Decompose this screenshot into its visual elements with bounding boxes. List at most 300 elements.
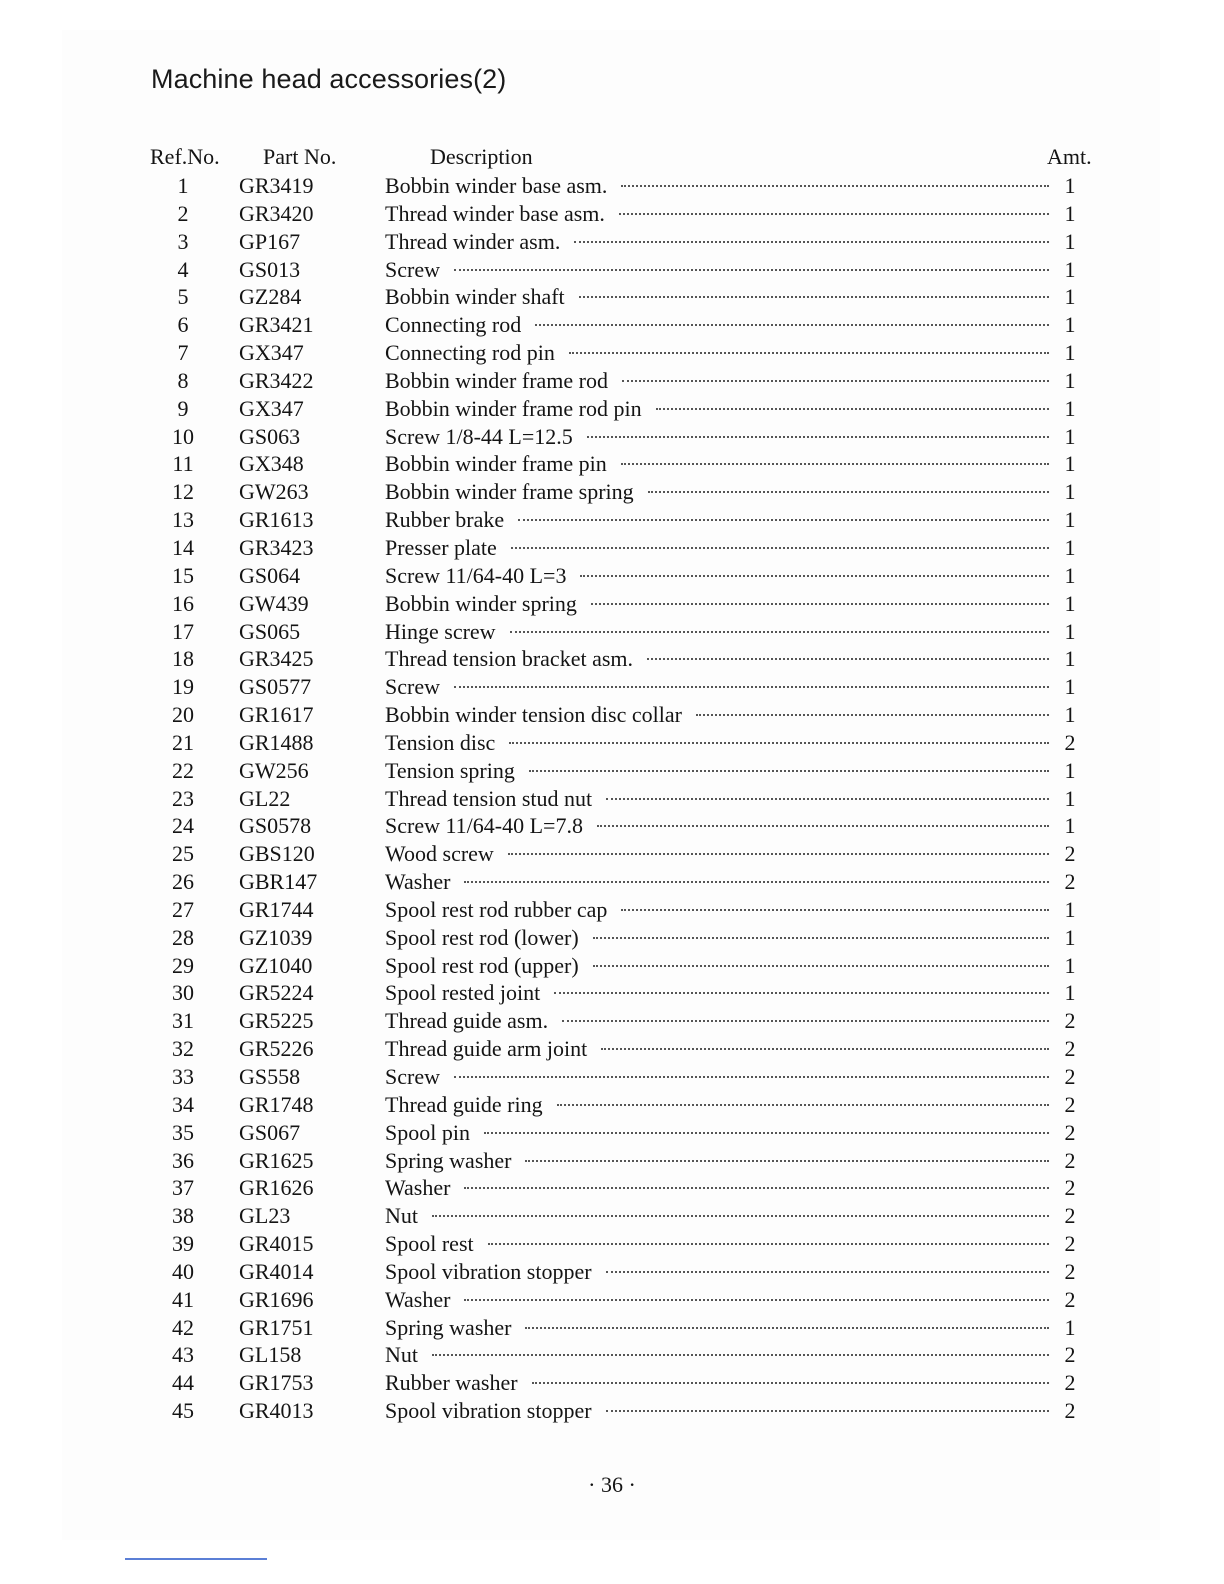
dot-leader bbox=[574, 241, 1049, 243]
amount-cell: 2 bbox=[1064, 1203, 1076, 1229]
description-cell bbox=[385, 757, 1049, 784]
table-row bbox=[0, 562, 1224, 590]
dot-leader bbox=[510, 631, 1049, 633]
dot-leader bbox=[696, 714, 1049, 716]
table-row bbox=[0, 1314, 1224, 1342]
table-body bbox=[0, 172, 1224, 1425]
header-part-no: Part No. bbox=[263, 144, 337, 169]
description-text: Screw bbox=[385, 674, 440, 700]
dot-leader bbox=[591, 603, 1049, 605]
description-text: Bobbin winder frame rod pin bbox=[385, 395, 642, 421]
ref-no-cell: 37 bbox=[172, 1175, 194, 1201]
description-cell bbox=[385, 729, 1049, 756]
description-text: Connecting rod bbox=[385, 312, 522, 338]
description-cell bbox=[385, 590, 1049, 617]
part-no-cell: GX348 bbox=[239, 451, 304, 477]
amount-cell: 1 bbox=[1064, 367, 1076, 393]
description-text: Hinge screw bbox=[385, 618, 496, 644]
dot-leader bbox=[606, 798, 1049, 800]
amount-cell: 2 bbox=[1064, 1091, 1076, 1117]
dot-leader bbox=[593, 965, 1049, 967]
amount-cell: 1 bbox=[1064, 674, 1076, 700]
description-text: Spool rest rod (lower) bbox=[385, 924, 579, 950]
part-no-cell: GL22 bbox=[239, 785, 291, 811]
description-cell bbox=[385, 1397, 1049, 1424]
ref-no-cell: 43 bbox=[172, 1342, 194, 1368]
dot-leader bbox=[621, 185, 1049, 187]
description-cell bbox=[385, 1286, 1049, 1313]
description-cell bbox=[385, 200, 1049, 227]
table-row bbox=[0, 506, 1224, 534]
part-no-cell: GR3425 bbox=[239, 646, 314, 672]
description-text: Nut bbox=[385, 1203, 418, 1229]
dot-leader bbox=[562, 1020, 1049, 1022]
part-no-cell: GS065 bbox=[239, 618, 301, 644]
description-cell bbox=[385, 924, 1049, 951]
description-cell bbox=[385, 673, 1049, 700]
description-cell bbox=[385, 701, 1049, 728]
description-cell bbox=[385, 1230, 1049, 1257]
dot-leader bbox=[606, 1271, 1049, 1273]
ref-no-cell: 10 bbox=[172, 423, 194, 449]
ref-no-cell: 6 bbox=[177, 312, 189, 338]
description-text: Screw 11/64-40 L=3 bbox=[385, 562, 567, 588]
table-row bbox=[0, 367, 1224, 395]
table-row bbox=[0, 1341, 1224, 1369]
amount-cell: 2 bbox=[1064, 729, 1076, 755]
part-no-cell: GS064 bbox=[239, 562, 301, 588]
description-text: Spring washer bbox=[385, 1147, 512, 1173]
description-text: Bobbin winder shaft bbox=[385, 284, 565, 310]
amount-cell: 1 bbox=[1064, 395, 1076, 421]
table-row bbox=[0, 1035, 1224, 1063]
description-text: Bobbin winder base asm. bbox=[385, 173, 608, 198]
table-row bbox=[0, 172, 1224, 200]
dot-leader bbox=[509, 742, 1049, 744]
description-text: Washer bbox=[385, 869, 451, 895]
ref-no-cell: 26 bbox=[172, 869, 194, 895]
dot-leader bbox=[511, 547, 1049, 549]
dot-leader bbox=[587, 436, 1049, 438]
part-no-cell: GR1613 bbox=[239, 507, 314, 533]
description-text: Rubber washer bbox=[385, 1370, 518, 1396]
ref-no-cell: 42 bbox=[172, 1314, 194, 1340]
dot-leader bbox=[529, 770, 1049, 772]
table-row bbox=[0, 1286, 1224, 1314]
part-no-cell: GR5224 bbox=[239, 980, 314, 1006]
ref-no-cell: 17 bbox=[172, 618, 194, 644]
description-cell bbox=[385, 367, 1049, 394]
dot-leader bbox=[579, 296, 1049, 298]
description-cell bbox=[385, 283, 1049, 310]
part-no-cell: GL23 bbox=[239, 1203, 291, 1229]
description-text: Tension disc bbox=[385, 729, 496, 755]
table-row bbox=[0, 924, 1224, 952]
amount-cell: 2 bbox=[1064, 869, 1076, 895]
part-no-cell: GR1696 bbox=[239, 1286, 314, 1312]
table-row bbox=[0, 1147, 1224, 1175]
description-cell bbox=[385, 228, 1049, 255]
amount-cell: 1 bbox=[1064, 507, 1076, 533]
table-row bbox=[0, 618, 1224, 646]
description-text: Wood screw bbox=[385, 841, 494, 867]
ref-no-cell: 8 bbox=[177, 367, 189, 393]
dot-leader bbox=[518, 519, 1049, 521]
description-cell bbox=[385, 506, 1049, 533]
description-text: Connecting rod pin bbox=[385, 340, 555, 366]
ref-no-cell: 18 bbox=[172, 646, 194, 672]
dot-leader bbox=[656, 408, 1049, 410]
description-cell bbox=[385, 1035, 1049, 1062]
description-cell bbox=[385, 1063, 1049, 1090]
part-no-cell: GR3423 bbox=[239, 534, 314, 560]
part-no-cell: GR1617 bbox=[239, 702, 314, 728]
ref-no-cell: 36 bbox=[172, 1147, 194, 1173]
dot-leader bbox=[648, 491, 1049, 493]
part-no-cell: GR5225 bbox=[239, 1008, 314, 1034]
amount-cell: 1 bbox=[1064, 534, 1076, 560]
part-no-cell: GZ284 bbox=[239, 284, 302, 310]
amount-cell: 1 bbox=[1064, 173, 1076, 198]
part-no-cell: GS013 bbox=[239, 256, 301, 282]
dot-leader bbox=[464, 1299, 1049, 1301]
description-text: Screw 1/8-44 L=12.5 bbox=[385, 423, 573, 449]
dot-leader bbox=[432, 1215, 1049, 1217]
table-row bbox=[0, 979, 1224, 1007]
amount-cell: 2 bbox=[1064, 1231, 1076, 1257]
part-no-cell: GR1626 bbox=[239, 1175, 314, 1201]
header-ref-no: Ref.No. bbox=[150, 144, 220, 169]
amount-cell: 2 bbox=[1064, 1147, 1076, 1173]
dot-leader bbox=[464, 1187, 1049, 1189]
table-row bbox=[0, 729, 1224, 757]
dot-leader bbox=[569, 352, 1049, 354]
amount-cell: 1 bbox=[1064, 423, 1076, 449]
description-text: Spool rest bbox=[385, 1231, 474, 1257]
amount-cell: 1 bbox=[1064, 562, 1076, 588]
part-no-cell: GR1488 bbox=[239, 729, 314, 755]
ref-no-cell: 41 bbox=[172, 1286, 194, 1312]
amount-cell: 1 bbox=[1064, 340, 1076, 366]
description-cell bbox=[385, 1007, 1049, 1034]
description-text: Bobbin winder tension disc collar bbox=[385, 702, 682, 728]
dot-leader bbox=[580, 575, 1049, 577]
ref-no-cell: 33 bbox=[172, 1064, 194, 1089]
amount-cell: 1 bbox=[1064, 479, 1076, 505]
part-no-cell: GS0578 bbox=[239, 813, 312, 839]
table-row bbox=[0, 1369, 1224, 1397]
table-row bbox=[0, 395, 1224, 423]
table-row bbox=[0, 785, 1224, 813]
description-cell bbox=[385, 311, 1049, 338]
table-row bbox=[0, 1258, 1224, 1286]
description-text: Presser plate bbox=[385, 534, 497, 560]
ref-no-cell: 11 bbox=[172, 451, 194, 477]
description-text: Thread tension bracket asm. bbox=[385, 646, 634, 672]
description-text: Screw bbox=[385, 1064, 440, 1089]
table-row bbox=[0, 952, 1224, 980]
ref-no-cell: 45 bbox=[172, 1398, 194, 1424]
page-number: · 36 · bbox=[588, 1472, 636, 1497]
parts-table bbox=[0, 142, 1224, 1425]
description-cell bbox=[385, 1119, 1049, 1146]
ref-no-cell: 2 bbox=[177, 200, 189, 226]
part-no-cell: GZ1039 bbox=[239, 924, 313, 950]
amount-cell: 1 bbox=[1064, 618, 1076, 644]
part-no-cell: GR1748 bbox=[239, 1091, 314, 1117]
description-text: Thread winder base asm. bbox=[385, 200, 605, 226]
part-no-cell: GR4013 bbox=[239, 1398, 314, 1424]
dot-leader bbox=[488, 1243, 1049, 1245]
description-cell bbox=[385, 979, 1049, 1006]
description-text: Rubber brake bbox=[385, 507, 505, 533]
dot-leader bbox=[622, 380, 1049, 382]
amount-cell: 1 bbox=[1064, 757, 1076, 783]
amount-cell: 1 bbox=[1064, 952, 1076, 978]
amount-cell: 2 bbox=[1064, 1036, 1076, 1062]
description-cell bbox=[385, 1202, 1049, 1229]
part-no-cell: GR4015 bbox=[239, 1231, 314, 1257]
part-no-cell: GR3421 bbox=[239, 312, 314, 338]
header-amount: Amt. bbox=[1047, 144, 1092, 169]
description-cell bbox=[385, 562, 1049, 589]
description-cell bbox=[385, 172, 1049, 199]
table-row bbox=[0, 1063, 1224, 1091]
description-cell bbox=[385, 478, 1049, 505]
ref-no-cell: 13 bbox=[172, 507, 194, 533]
ref-no-cell: 4 bbox=[177, 256, 189, 282]
part-no-cell: GX347 bbox=[239, 340, 304, 366]
ref-no-cell: 29 bbox=[172, 952, 194, 978]
header-description: Description bbox=[430, 144, 533, 169]
ref-no-cell: 40 bbox=[172, 1258, 194, 1284]
table-row bbox=[0, 812, 1224, 840]
description-cell bbox=[385, 395, 1049, 422]
description-cell bbox=[385, 812, 1049, 839]
amount-cell: 2 bbox=[1064, 1342, 1076, 1368]
amount-cell: 1 bbox=[1064, 256, 1076, 282]
description-text: Washer bbox=[385, 1175, 451, 1201]
part-no-cell: GR3422 bbox=[239, 367, 314, 393]
description-text: Thread tension stud nut bbox=[385, 785, 593, 811]
description-cell bbox=[385, 1258, 1049, 1285]
dot-leader bbox=[464, 881, 1049, 883]
amount-cell: 1 bbox=[1064, 702, 1076, 728]
dot-leader bbox=[601, 1048, 1049, 1050]
table-row bbox=[0, 228, 1224, 256]
amount-cell: 1 bbox=[1064, 980, 1076, 1006]
ref-no-cell: 14 bbox=[172, 534, 194, 560]
part-no-cell: GS558 bbox=[239, 1064, 301, 1089]
description-text: Screw 11/64-40 L=7.8 bbox=[385, 813, 583, 839]
description-cell bbox=[385, 1314, 1049, 1341]
description-cell bbox=[385, 1369, 1049, 1396]
table-row bbox=[0, 534, 1224, 562]
part-no-cell: GW263 bbox=[239, 479, 309, 505]
description-cell bbox=[385, 534, 1049, 561]
table-row bbox=[0, 1397, 1224, 1425]
ref-no-cell: 25 bbox=[172, 841, 194, 867]
amount-cell: 1 bbox=[1064, 451, 1076, 477]
table-row bbox=[0, 673, 1224, 701]
part-no-cell: GS067 bbox=[239, 1119, 301, 1145]
dot-leader bbox=[525, 1327, 1049, 1329]
description-text: Nut bbox=[385, 1342, 418, 1368]
amount-cell: 2 bbox=[1064, 1119, 1076, 1145]
amount-cell: 1 bbox=[1064, 1314, 1076, 1340]
table-row bbox=[0, 868, 1224, 896]
bottom-rule bbox=[125, 1558, 267, 1560]
part-no-cell: GR1744 bbox=[239, 896, 314, 922]
ref-no-cell: 39 bbox=[172, 1231, 194, 1257]
ref-no-cell: 22 bbox=[172, 757, 194, 783]
table-row bbox=[0, 590, 1224, 618]
dot-leader bbox=[597, 825, 1049, 827]
dot-leader bbox=[532, 1382, 1049, 1384]
dot-leader bbox=[484, 1132, 1049, 1134]
description-cell bbox=[385, 1174, 1049, 1201]
amount-cell: 2 bbox=[1064, 1370, 1076, 1396]
dot-leader bbox=[621, 463, 1049, 465]
part-no-cell: GR3420 bbox=[239, 200, 314, 226]
description-cell bbox=[385, 450, 1049, 477]
ref-no-cell: 5 bbox=[177, 284, 189, 310]
description-text: Spool rested joint bbox=[385, 980, 541, 1006]
table-row bbox=[0, 200, 1224, 228]
part-no-cell: GR5226 bbox=[239, 1036, 314, 1062]
table-row bbox=[0, 1119, 1224, 1147]
dot-leader bbox=[647, 658, 1049, 660]
description-cell bbox=[385, 952, 1049, 979]
ref-no-cell: 28 bbox=[172, 924, 194, 950]
table-row bbox=[0, 311, 1224, 339]
part-no-cell: GL158 bbox=[239, 1342, 302, 1368]
part-no-cell: GBR147 bbox=[239, 869, 318, 895]
table-row bbox=[0, 256, 1224, 284]
part-no-cell: GW256 bbox=[239, 757, 309, 783]
table-row bbox=[0, 1202, 1224, 1230]
dot-leader bbox=[606, 1410, 1049, 1412]
description-text: Spring washer bbox=[385, 1314, 512, 1340]
description-cell bbox=[385, 618, 1049, 645]
table-row bbox=[0, 339, 1224, 367]
part-no-cell: GBS120 bbox=[239, 841, 315, 867]
ref-no-cell: 27 bbox=[172, 896, 194, 922]
dot-leader bbox=[593, 937, 1049, 939]
ref-no-cell: 3 bbox=[177, 228, 189, 254]
dot-leader bbox=[508, 853, 1049, 855]
amount-cell: 1 bbox=[1064, 312, 1076, 338]
ref-no-cell: 24 bbox=[172, 813, 194, 839]
part-no-cell: GW439 bbox=[239, 590, 309, 616]
part-no-cell: GS063 bbox=[239, 423, 301, 449]
description-text: Spool rest rod rubber cap bbox=[385, 896, 608, 922]
dot-leader bbox=[454, 1076, 1049, 1078]
dot-leader bbox=[454, 686, 1049, 688]
table-row bbox=[0, 840, 1224, 868]
table-row bbox=[0, 645, 1224, 673]
amount-cell: 1 bbox=[1064, 785, 1076, 811]
dot-leader bbox=[432, 1354, 1049, 1356]
part-no-cell: GR1625 bbox=[239, 1147, 314, 1173]
dot-leader bbox=[454, 269, 1049, 271]
table-row bbox=[0, 1091, 1224, 1119]
table-row bbox=[0, 896, 1224, 924]
amount-cell: 1 bbox=[1064, 924, 1076, 950]
ref-no-cell: 1 bbox=[177, 173, 189, 198]
part-no-cell: GS0577 bbox=[239, 674, 312, 700]
ref-no-cell: 9 bbox=[177, 395, 189, 421]
description-text: Spool vibration stopper bbox=[385, 1258, 592, 1284]
description-text: Bobbin winder frame rod bbox=[385, 367, 608, 393]
amount-cell: 1 bbox=[1064, 590, 1076, 616]
ref-no-cell: 34 bbox=[172, 1091, 194, 1117]
ref-no-cell: 19 bbox=[172, 674, 194, 700]
description-cell bbox=[385, 785, 1049, 812]
description-text: Thread winder asm. bbox=[385, 228, 561, 254]
ref-no-cell: 35 bbox=[172, 1119, 194, 1145]
description-cell bbox=[385, 339, 1049, 366]
ref-no-cell: 16 bbox=[172, 590, 194, 616]
ref-no-cell: 38 bbox=[172, 1203, 194, 1229]
description-text: Thread guide asm. bbox=[385, 1008, 549, 1034]
dot-leader bbox=[621, 909, 1049, 911]
description-cell bbox=[385, 1147, 1049, 1174]
table-row bbox=[0, 283, 1224, 311]
part-no-cell: GR4014 bbox=[239, 1258, 314, 1284]
part-no-cell: GR3419 bbox=[239, 173, 314, 198]
table-row bbox=[0, 1230, 1224, 1258]
description-cell bbox=[385, 840, 1049, 867]
page-title: Machine head accessories(2) bbox=[151, 64, 507, 94]
amount-cell: 2 bbox=[1064, 1258, 1076, 1284]
amount-cell: 1 bbox=[1064, 200, 1076, 226]
dot-leader bbox=[554, 992, 1049, 994]
description-cell bbox=[385, 423, 1049, 450]
amount-cell: 2 bbox=[1064, 1398, 1076, 1424]
dot-leader bbox=[557, 1104, 1049, 1106]
description-cell bbox=[385, 1091, 1049, 1118]
ref-no-cell: 31 bbox=[172, 1008, 194, 1034]
ref-no-cell: 20 bbox=[172, 702, 194, 728]
part-no-cell: GX347 bbox=[239, 395, 304, 421]
description-text: Bobbin winder spring bbox=[385, 590, 577, 616]
description-text: Bobbin winder frame spring bbox=[385, 479, 634, 505]
amount-cell: 2 bbox=[1064, 841, 1076, 867]
part-no-cell: GZ1040 bbox=[239, 952, 313, 978]
description-text: Spool pin bbox=[385, 1119, 470, 1145]
amount-cell: 1 bbox=[1064, 646, 1076, 672]
amount-cell: 2 bbox=[1064, 1064, 1076, 1089]
table-row bbox=[0, 478, 1224, 506]
amount-cell: 1 bbox=[1064, 813, 1076, 839]
part-no-cell: GP167 bbox=[239, 228, 301, 254]
amount-cell: 1 bbox=[1064, 896, 1076, 922]
dot-leader bbox=[535, 324, 1049, 326]
table-row bbox=[0, 701, 1224, 729]
ref-no-cell: 7 bbox=[177, 340, 189, 366]
description-text: Spool rest rod (upper) bbox=[385, 952, 579, 978]
table-row bbox=[0, 1007, 1224, 1035]
part-no-cell: GR1751 bbox=[239, 1314, 314, 1340]
ref-no-cell: 30 bbox=[172, 980, 194, 1006]
description-text: Thread guide ring bbox=[385, 1091, 543, 1117]
description-text: Thread guide arm joint bbox=[385, 1036, 588, 1062]
dot-leader bbox=[619, 213, 1049, 215]
description-text: Spool vibration stopper bbox=[385, 1398, 592, 1424]
amount-cell: 2 bbox=[1064, 1286, 1076, 1312]
table-header bbox=[0, 142, 1224, 172]
